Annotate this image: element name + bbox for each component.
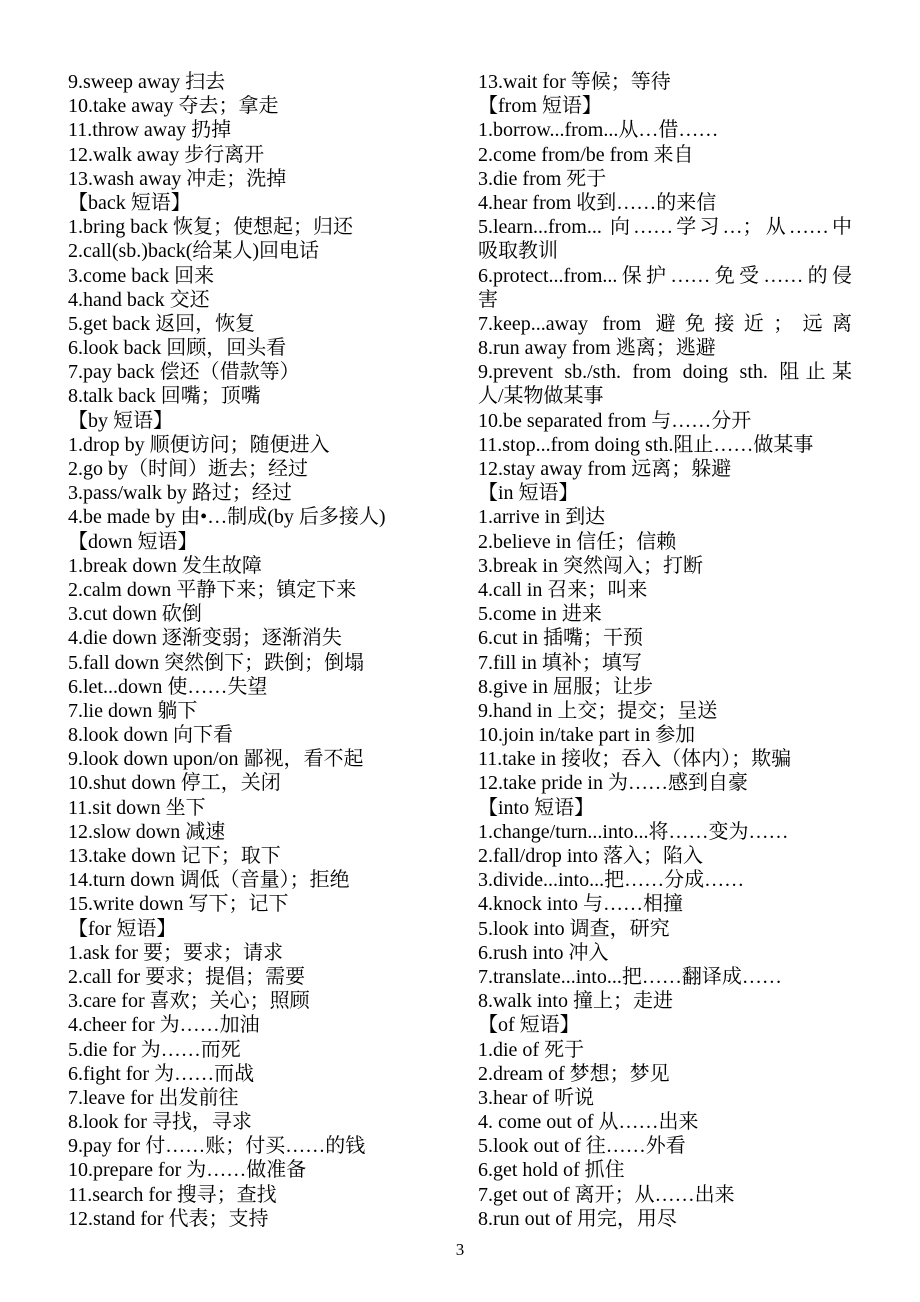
phrase-line: 10.be separated from 与……分开: [478, 409, 752, 432]
phrase-line: 3.cut down 砍倒: [68, 603, 202, 626]
section-header: 【for 短语】: [68, 917, 177, 940]
phrase-line: 4.be made by 由•…制成(by 后多接人): [68, 506, 386, 529]
phrase-line: 10.join in/take part in 参加: [478, 724, 696, 747]
phrase-line: 2.come from/be from 来自: [478, 143, 694, 166]
phrase-line: 8.give in 屈服；让步: [478, 675, 653, 698]
phrase-line: 5.come in 进来: [478, 603, 602, 626]
phrase-line: 2.dream of 梦想；梦见: [478, 1062, 670, 1085]
continuation-line: 害: [478, 288, 498, 311]
continuation-line: 吸取教训: [478, 240, 558, 263]
phrase-line: 3.divide...into...把……分成……: [478, 869, 745, 892]
phrase-line: 1.borrow...from...从…借……: [478, 119, 719, 142]
phrase-line: 1.ask for 要；要求；请求: [68, 941, 283, 964]
phrase-line: 11.throw away 扔掉: [68, 119, 232, 142]
phrase-line: 3.hear of 听说: [478, 1086, 595, 1109]
phrase-line: 4. come out of 从……出来: [478, 1111, 699, 1134]
column-left: [68, 70, 442, 1231]
phrase-line: 7.get out of 离开；从……出来: [478, 1183, 735, 1206]
section-header: 【from 短语】: [478, 95, 602, 118]
phrase-line: 6.cut in 插嘴；干预: [478, 627, 643, 650]
phrase-line: 9.hand in 上交；提交；呈送: [478, 699, 718, 722]
phrase-line: 2.call(sb.)back(给某人)回电话: [68, 240, 320, 263]
phrase-line: 13.wait for 等候；等待: [478, 71, 671, 93]
phrase-line: 12.walk away 步行离开: [68, 143, 265, 166]
phrase-line: 7.keep...away from 避免接近；远离: [478, 312, 852, 335]
phrase-line: 2.go by（时间）逝去；经过: [68, 458, 308, 480]
phrase-line: 8.look down 向下看: [68, 724, 233, 747]
phrase-line: 4.hear from 收到……的来信: [478, 191, 717, 214]
phrase-line: 3.pass/walk by 路过；经过: [68, 482, 292, 505]
phrase-line: 1.drop by 顺便访问；随便进入: [68, 433, 330, 456]
phrase-line: 6.fight for 为……而战: [68, 1062, 255, 1085]
phrase-line: 3.care for 喜欢；关心；照顾: [68, 990, 310, 1013]
phrase-line: 7.fill in 填补；填写: [478, 651, 642, 674]
phrase-line: 9.pay for 付……账；付买……的钱: [68, 1135, 366, 1158]
phrase-line: 4.knock into 与……相撞: [478, 893, 683, 916]
page-number: 3: [455, 1240, 465, 1259]
phrase-line: 13.wash away 冲走；洗掉: [68, 167, 287, 190]
phrase-line: 9.look down upon/on 鄙视，看不起: [68, 748, 364, 771]
phrase-line: 5.learn...from... 向……学习…；从……中: [478, 216, 852, 239]
phrase-line: 8.talk back 回嘴；顶嘴: [68, 385, 261, 408]
phrase-line: 6.let...down 使……失望: [68, 675, 268, 698]
phrase-line: 8.walk into 撞上；走进: [478, 990, 673, 1013]
phrase-line: 5.look into 调查，研究: [478, 917, 670, 940]
phrase-line: 4.cheer for 为……加油: [68, 1014, 260, 1037]
phrase-line: 12.slow down 减速: [68, 820, 226, 843]
phrase-line: 4.call in 召来；叫来: [478, 578, 648, 601]
phrase-line: 1.bring back 恢复；使想起；归还: [68, 216, 353, 239]
phrase-line: 13.take down 记下；取下: [68, 845, 281, 867]
continuation-line: 人/某物做某事: [478, 385, 604, 408]
phrase-line: 7.translate...into...把……翻译成……: [478, 965, 782, 988]
phrase-line: 10.shut down 停工，关闭: [68, 772, 281, 795]
phrase-line: 9.prevent sb./sth. from doing sth. 阻止某: [478, 361, 852, 384]
phrase-line: 2.fall/drop into 落入；陷入: [478, 845, 703, 867]
phrase-line: 3.break in 突然闯入；打断: [478, 554, 703, 577]
phrase-line: 12.take pride in 为……感到自豪: [478, 772, 748, 795]
phrase-line: 7.leave for 出发前往: [68, 1086, 239, 1109]
phrase-line: 4.hand back 交还: [68, 288, 210, 311]
phrase-line: 3.die from 死于: [478, 167, 607, 190]
phrase-line: 5.look out of 往……外看: [478, 1135, 686, 1158]
section-header: 【back 短语】: [68, 191, 191, 214]
phrase-line: 8.run out of 用完，用尽: [478, 1207, 677, 1230]
phrase-line: 10.prepare for 为……做准备: [68, 1159, 307, 1182]
section-header: 【in 短语】: [478, 482, 579, 505]
phrase-line: 4.die down 逐渐变弱；逐渐消失: [68, 627, 342, 650]
phrase-line: 11.sit down 坐下: [68, 796, 206, 819]
two-column-text-area: [68, 70, 852, 1231]
phrase-line: 6.get hold of 抓住: [478, 1159, 625, 1182]
phrase-line: 1.die of 死于: [478, 1038, 585, 1061]
phrase-line: 3.come back 回来: [68, 264, 215, 287]
phrase-line: 12.stay away from 远离；躲避: [478, 458, 732, 480]
phrase-line: 11.stop...from doing sth.阻止……做某事: [478, 433, 814, 456]
column-right: [478, 70, 852, 1231]
phrase-line: 11.take in 接收；吞入（体内）；欺骗: [478, 748, 792, 771]
phrase-line: 7.pay back 偿还（借款等）: [68, 361, 300, 384]
section-header: 【of 短语】: [478, 1014, 580, 1037]
phrase-line: 5.fall down 突然倒下；跌倒；倒塌: [68, 651, 365, 674]
phrase-line: 6.rush into 冲入: [478, 941, 609, 964]
section-header: 【into 短语】: [478, 796, 595, 819]
phrase-line: 15.write down 写下；记下: [68, 893, 289, 916]
phrase-line: 5.die for 为……而死: [68, 1038, 241, 1061]
phrase-line: 6.protect...from...保护……免受……的侵: [478, 264, 852, 287]
phrase-line: 10.take away 夺去；拿走: [68, 95, 279, 118]
phrase-line: 1.change/turn...into...将……变为……: [478, 820, 789, 843]
phrase-line: 6.look back 回顾，回头看: [68, 337, 287, 360]
section-header: 【by 短语】: [68, 409, 173, 432]
phrase-line: 2.believe in 信任；信赖: [478, 530, 677, 553]
section-header: 【down 短语】: [68, 530, 198, 553]
phrase-line: 1.arrive in 到达: [478, 506, 606, 529]
phrase-line: 2.calm down 平静下来；镇定下来: [68, 578, 357, 601]
phrase-line: 1.break down 发生故障: [68, 554, 262, 577]
phrase-line: 14.turn down 调低（音量）；拒绝: [68, 869, 350, 892]
phrase-line: 2.call for 要求；提倡；需要: [68, 965, 306, 988]
phrase-line: 8.run away from 逃离；逃避: [478, 337, 716, 360]
phrase-line: 11.search for 搜寻；查找: [68, 1183, 277, 1206]
phrase-line: 5.get back 返回，恢复: [68, 312, 256, 335]
phrase-line: 12.stand for 代表；支持: [68, 1207, 269, 1230]
phrase-line: 7.lie down 躺下: [68, 699, 198, 722]
phrase-line: 8.look for 寻找，寻求: [68, 1111, 252, 1134]
phrase-line: 9.sweep away 扫去: [68, 71, 226, 93]
